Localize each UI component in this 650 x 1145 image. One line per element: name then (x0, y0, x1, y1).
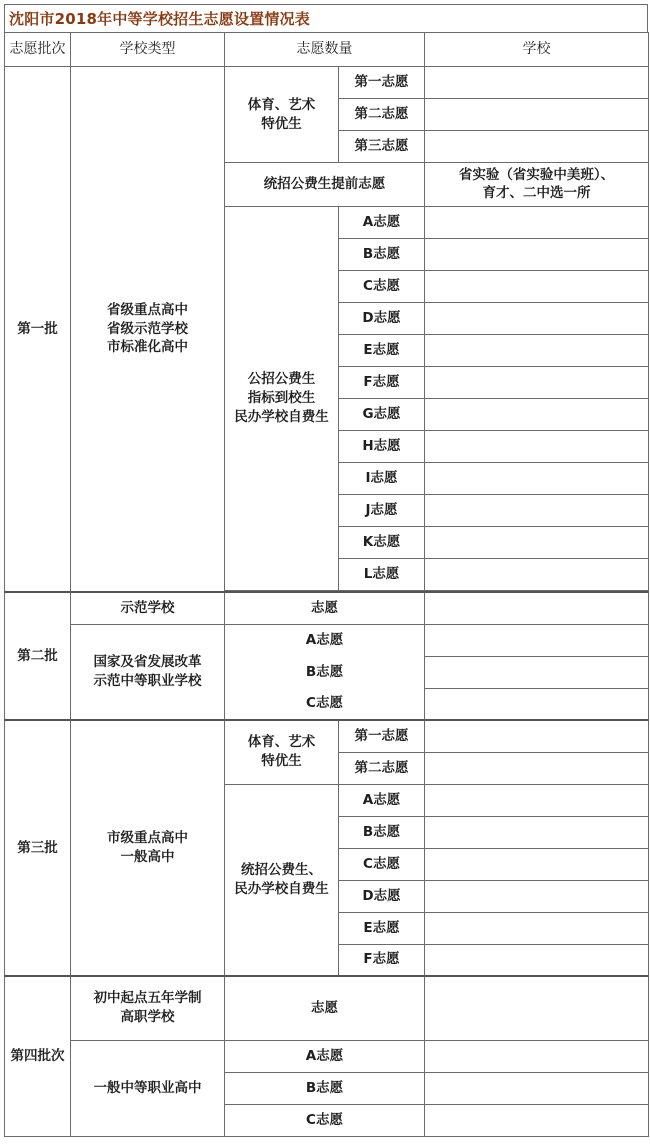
school-cell (425, 303, 649, 335)
school-cell (425, 99, 649, 131)
batch1-sports-choice: 第三志愿 (339, 131, 425, 163)
table-row (5, 67, 649, 99)
batch2-choice: B志愿 (225, 656, 425, 688)
batch4-label: 第四批次 (5, 976, 71, 1136)
batch1-choice: C志愿 (339, 271, 425, 303)
batch3-choice: B志愿 (339, 816, 425, 848)
header-school-type: 学校类型 (71, 33, 225, 67)
batch1-label: 第一批 (5, 67, 71, 593)
header-batch: 志愿批次 (5, 33, 71, 67)
batch4-choice: A志愿 (225, 1040, 425, 1072)
table-row (5, 720, 649, 752)
batch4-choice: C志愿 (225, 1104, 425, 1136)
batch3-public-group: 统招公费生、 民办学校自费生 (225, 784, 339, 976)
batch1-choice: L志愿 (339, 559, 425, 591)
school-cell (425, 1040, 649, 1072)
batch1-choice: G志愿 (339, 399, 425, 431)
batch1-choice: K志愿 (339, 527, 425, 559)
batch1-choice: J志愿 (339, 495, 425, 527)
batch1-sports-choice: 第二志愿 (339, 99, 425, 131)
header-school: 学校 (425, 33, 649, 67)
school-cell (425, 720, 649, 752)
school-cell (425, 335, 649, 367)
table-row (5, 592, 649, 624)
school-cell (425, 1072, 649, 1104)
school-cell (425, 67, 649, 99)
school-cell (425, 752, 649, 784)
school-cell (425, 656, 649, 688)
school-cell (425, 399, 649, 431)
batch4-vocational: 一般中等职业高中 (71, 1040, 225, 1136)
batch1-public-group: 公招公费生 指标到校生 民办学校自费生 (225, 207, 339, 591)
school-cell (425, 848, 649, 880)
batch1-early: 统招公费生提前志愿 (225, 163, 425, 207)
batch3-choice: D志愿 (339, 880, 425, 912)
batch1-school-type: 省级重点高中 省级示范学校 市标准化高中 (71, 67, 225, 593)
batch1-choice: A志愿 (339, 207, 425, 239)
batch2-demo-school: 示范学校 (71, 592, 225, 624)
school-cell (425, 367, 649, 399)
school-cell (425, 431, 649, 463)
batch2-choice: A志愿 (225, 624, 425, 656)
batch4-five-year: 初中起点五年学制 高职学校 (71, 976, 225, 1040)
school-cell (425, 271, 649, 303)
batch3-choice: E志愿 (339, 912, 425, 944)
table-title: 沈阳市2018年中等学校招生志愿设置情况表 (4, 4, 648, 32)
batch1-choice: I志愿 (339, 463, 425, 495)
header-count: 志愿数量 (225, 33, 425, 67)
batch3-choice: A志愿 (339, 784, 425, 816)
batch1-choice: H志愿 (339, 431, 425, 463)
batch1-sports-choice: 第一志愿 (339, 67, 425, 99)
batch2-label: 第二批 (5, 592, 71, 720)
batch3-sports-arts: 体育、艺术 特优生 (225, 720, 339, 784)
batch1-choice: B志愿 (339, 239, 425, 271)
school-cell (425, 688, 649, 720)
batch3-choice: C志愿 (339, 848, 425, 880)
school-cell (425, 527, 649, 559)
batch3-label: 第三批 (5, 720, 71, 976)
school-cell (425, 463, 649, 495)
table-row (5, 1040, 649, 1072)
header-row (5, 33, 649, 67)
school-cell (425, 880, 649, 912)
batch4-five-year-choice: 志愿 (225, 976, 425, 1040)
batch2-reform: 国家及省发展改革 示范中等职业学校 (71, 624, 225, 720)
school-cell (425, 559, 649, 591)
school-cell (425, 816, 649, 848)
school-cell (425, 1104, 649, 1136)
school-cell (425, 207, 649, 239)
batch3-choice: F志愿 (339, 944, 425, 976)
table-row (5, 624, 649, 656)
school-cell (425, 239, 649, 271)
table-row (5, 976, 649, 1040)
batch3-sports-choice: 第一志愿 (339, 720, 425, 752)
batch1-sports-arts: 体育、艺术 特优生 (225, 67, 339, 163)
school-cell (425, 592, 649, 624)
school-cell (425, 912, 649, 944)
batch1-choice: E志愿 (339, 335, 425, 367)
school-cell (425, 784, 649, 816)
batch1-choice: F志愿 (339, 367, 425, 399)
school-cell (425, 944, 649, 976)
school-cell (425, 495, 649, 527)
batch2-demo-choice: 志愿 (225, 592, 425, 624)
batch3-sports-choice: 第二志愿 (339, 752, 425, 784)
batch1-early-school: 省实验（省实验中美班）、 育才、二中选一所 (425, 163, 649, 207)
batch2-choice: C志愿 (225, 688, 425, 720)
batch3-school-type: 市级重点高中 一般高中 (71, 720, 225, 976)
school-cell (425, 624, 649, 656)
enrollment-table (4, 32, 649, 1137)
school-cell (425, 976, 649, 1040)
school-cell (425, 131, 649, 163)
batch1-choice: D志愿 (339, 303, 425, 335)
batch4-choice: B志愿 (225, 1072, 425, 1104)
